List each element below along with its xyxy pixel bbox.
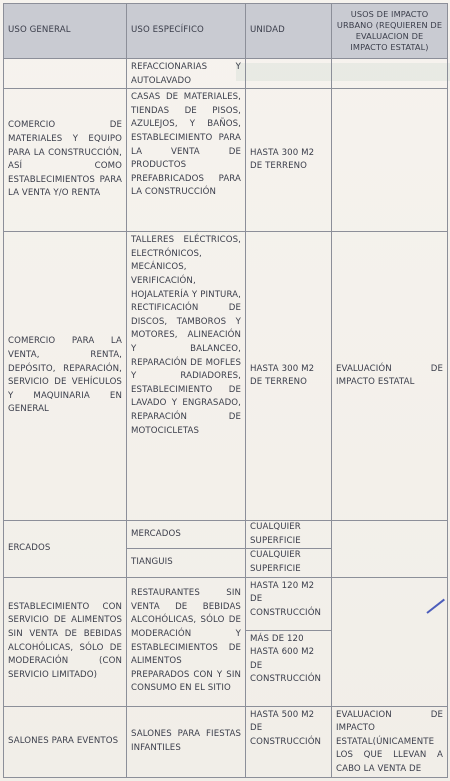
cell-impact: EVALUACIÓN DE IMPACTO ESTATAL (332, 232, 448, 521)
header-specific: USO ESPECÍFICO (127, 4, 246, 59)
cell-unit: CUALQUIER SUPERFICIE (246, 549, 332, 577)
cell-specific: TIANGUIS (127, 549, 246, 577)
cell-impact (332, 521, 448, 577)
cell-unit (246, 59, 332, 89)
header-general: USO GENERAL (4, 4, 127, 59)
cell-unit: HASTA 500 M2 DE CONSTRUCCIÓN (246, 706, 332, 777)
table-row (4, 232, 448, 521)
cell-unit: MÁS DE 120 HASTA 600 M2 DE CONSTRUCCIÓN (246, 630, 332, 706)
cell-specific: RESTAURANTES SIN VENTA DE BEBIDAS ALCOHÓLICAS, SÓLO DE MODERACIÓN Y ESTABLECIMIENTOS DE ALIMENTOS PREPARADOS CON Y SIN CONSUMO EN EL SITIO (127, 577, 246, 706)
cell-general (4, 59, 127, 89)
cell-general: SALONES PARA EVENTOS (4, 706, 127, 777)
cell-general: ERCADOS (4, 521, 127, 577)
cell-unit: CUALQUIER SUPERFICIE (246, 521, 332, 549)
land-use-table (3, 3, 448, 778)
cell-specific: REFACCIONARIAS Y AUTOLAVADO (127, 59, 246, 89)
table-header-row (4, 4, 448, 59)
header-unit: UNIDAD (246, 4, 332, 59)
cell-impact (332, 577, 448, 706)
cell-impact (332, 59, 448, 89)
header-impact: USOS DE IMPACTO URBANO (REQUIEREN DE EVALUACION DE IMPACTO ESTATAL) (332, 4, 448, 59)
cell-general: COMERCIO DE MATERIALES Y EQUIPO PARA LA CONSTRUCCIÓN, ASÍ COMO ESTABLECIMIENTOS PARA LA VENTA Y/O RENTA (4, 89, 127, 232)
cell-specific: SALONES PARA FIESTAS INFANTILES (127, 706, 246, 777)
table-row (4, 521, 448, 549)
table-row (4, 89, 448, 232)
cell-specific: CASAS DE MATERIALES, TIENDAS DE PISOS, AZULEJOS, Y BAÑOS, ESTABLECIMIENTO PARA LA VENTA DE PRODUCTOS PREFABRICADOS PARA LA CONSTRUCCIÓN (127, 89, 246, 232)
cell-specific: MERCADOS (127, 521, 246, 549)
cell-unit: HASTA 120 M2 DE CONSTRUCCIÓN (246, 577, 332, 630)
cell-impact (332, 89, 448, 232)
cell-specific: TALLERES ELÉCTRICOS, ELECTRÓNICOS, MECÁNICOS, VERIFICACIÓN, HOJALATERÍA Y PINTURA, RECTIFICACIÓN DE DISCOS, TAMBOROS Y MOTORES, ALINEACIÓN Y BALANCEO, REPARACIÓN DE MOFLES Y RADIADORES, ESTABLECIMIENTO DE LAVADO Y ENGRASADO, REPARACIÓN DE MOTOCICLETAS (127, 232, 246, 521)
cell-unit: HASTA 300 M2 DE TERRENO (246, 89, 332, 232)
table-row (4, 59, 448, 89)
cell-general: ESTABLECIMIENTO CON SERVICIO DE ALIMENTOS SIN VENTA DE BEBIDAS ALCOHÓLICAS, SÓLO DE MODERACIÓN (CON SERVICIO LIMITADO) (4, 577, 127, 706)
cell-unit: HASTA 300 M2 DE TERRENO (246, 232, 332, 521)
cell-impact: EVALUACION DE IMPACTO ESTATAL(ÚNICAMENTE LOS QUE LLEVAN A CABO LA VENTA DE (332, 706, 448, 777)
table-row (4, 577, 448, 630)
cell-general: COMERCIO PARA LA VENTA, RENTA, DEPÓSITO, REPARACIÓN, SERVICIO DE VEHÍCULOS Y MAQUINARIA EN GENERAL (4, 232, 127, 521)
table-row (4, 706, 448, 777)
